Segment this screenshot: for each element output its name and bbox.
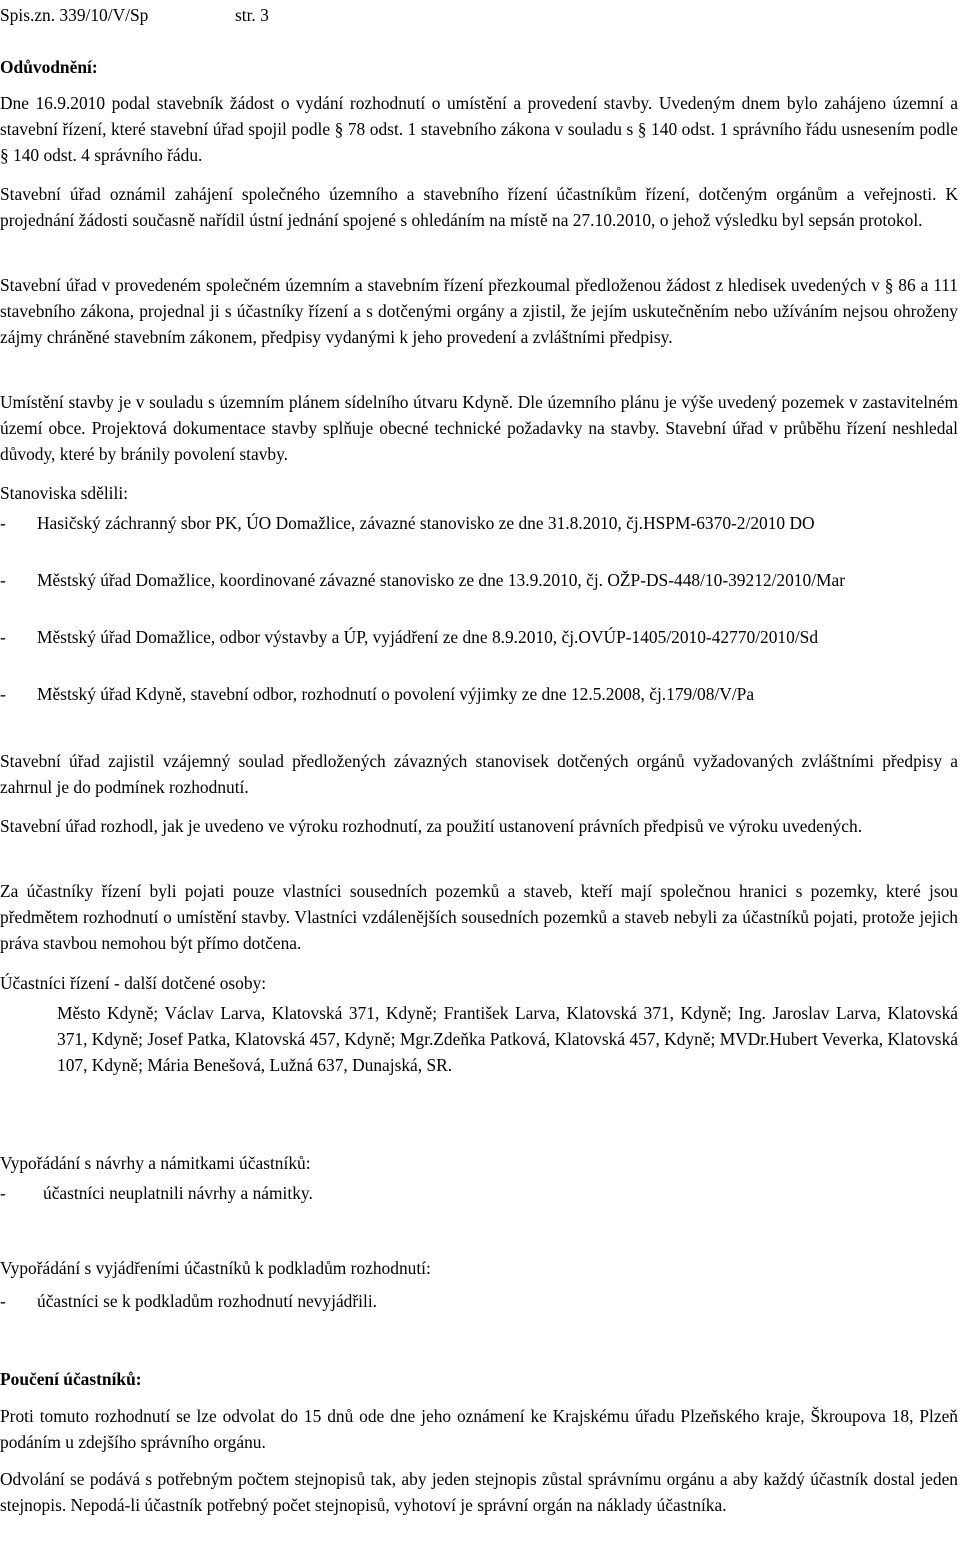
list-item-text: Městský úřad Kdyně, stavební odbor, rozhodnutí o povolení výjimky ze dne 12.5.2008, čj.179/08/V/Pa xyxy=(37,684,755,704)
stanoviska-heading: Stanoviska sdělili: xyxy=(0,483,129,503)
list-item-text: účastníci se k podkladům rozhodnutí nevyjádřili. xyxy=(37,1291,378,1311)
instruction-heading: Poučení účastníků: xyxy=(0,1369,142,1389)
list-dash: - xyxy=(0,570,6,590)
list-item-text: Hasičský záchranný sbor PK, ÚO Domažlice, závazné stanovisko ze dne 31.8.2010, čj.HSPM-6370-2/2010 DO xyxy=(37,513,815,533)
paragraph-review: Stavební úřad v provedeném společném územním a stavebním řízení přezkoumal předloženou žádost z hledisek uvedených v § 86 a 111 stavebního zákona, projednal ji s účastníky řízení a s dotčenými orgány a zjistil, že jejím uskutečněním nebo užíváním nejsou ohroženy zájmy chráněné stavebním zákonem, předpisy vydanými k jeho provedení a zvláštními předpisy. xyxy=(0,275,958,347)
page-header xyxy=(0,2,960,28)
list-dash: - xyxy=(0,1183,6,1203)
paragraph-appeal: Proti tomuto rozhodnutí se lze odvolat do 15 dnů ode dne jeho oznámení ke Krajskému úřadu Plzeňského kraje, Škroupova 18, Plzeň podáním u zdejšího správního orgánu. xyxy=(0,1406,958,1452)
list-dash: - xyxy=(0,1291,6,1311)
paragraph-notification: Stavební úřad oznámil zahájení společného územního a stavebního řízení účastníkům řízení, dotčeným orgánům a veřejnosti. K projednání žádosti současně nařídil ústní jednání spojené s ohledáním na místě na 27.10.2010, o jehož výsledku byl sepsán protokol. xyxy=(0,184,958,230)
paragraph-participants: Za účastníky řízení byli pojati pouze vlastníci sousedních pozemků a staveb, kteří mají společnou hranici s pozemky, které jsou předmětem rozhodnutí o umístění stavby. Vlastníci vzdálenějších sousedních pozemků a staveb nebyli za účastníků pojati, protože jejich práva stavbou nemohou být přímo dotčena. xyxy=(0,881,958,953)
page-number: str. 3 xyxy=(235,5,269,25)
paragraph-submission: Dne 16.9.2010 podal stavebník žádost o vydání rozhodnutí o umístění a provedení stavby. Uvedeným dnem bylo zahájeno územní a stavební řízení, které stavební úřad spojil podle § 78 odst. 1 stavebního zákona v souladu s § 140 odst. 1 správního řádu usnesením podle § 140 odst. 4 správního řádu. xyxy=(0,93,958,165)
file-reference: Spis.zn. 339/10/V/Sp xyxy=(0,5,149,25)
list-dash: - xyxy=(0,627,6,647)
list-dash: - xyxy=(0,513,6,533)
objections-heading: Vypořádání s návrhy a námitkami účastníků: xyxy=(0,1153,311,1173)
list-item-text: Městský úřad Domažlice, koordinované závazné stanovisko ze dne 13.9.2010, čj. OŽP-DS-448/10-39212/2010/Mar xyxy=(37,570,846,590)
justification-heading: Odůvodnění: xyxy=(0,57,98,77)
paragraph-zoning: Umístění stavby je v souladu s územním plánem sídelního útvaru Kdyně. Dle územního plánu je výše uvedený pozemek v zastavitelném území obce. Projektová dokumentace stavby splňuje obecné technické požadavky na stavby. Stavební úřad v průběhu řízení neshledal důvody, které by bránily povolení stavby. xyxy=(0,392,958,464)
list-item-text: účastníci neuplatnili návrhy a námitky. xyxy=(43,1183,313,1203)
statements-heading: Vypořádání s vyjádřeními účastníků k podkladům rozhodnutí: xyxy=(0,1258,431,1278)
paragraph-consistency: Stavební úřad zajistil vzájemný soulad předložených závazných stanovisek dotčených orgánů vyžadovaných zvláštními předpisy a zahrnul je do podmínek rozhodnutí. xyxy=(0,751,958,797)
persons-list: Město Kdyně; Václav Larva, Klatovská 371, Kdyně; František Larva, Klatovská 371, Kdyně; Ing. Jaroslav Larva, Klatovská 371, Kdyně; Josef Patka, Klatovská 457, Kdyně; Mgr.Zdeňka Patková, Klatovská 457, Kdyně; MVDr.Hubert Veverka, Klatovská 107, Kdyně; Mária Benešová, Lužná 637, Dunajská, SR. xyxy=(57,1003,958,1075)
paragraph-decision: Stavební úřad rozhodl, jak je uvedeno ve výroku rozhodnutí, za použití ustanovení právních předpisů ve výroku uvedených. xyxy=(0,816,863,836)
paragraph-copies: Odvolání se podává s potřebným počtem stejnopisů tak, aby jeden stejnopis zůstal správnímu orgánu a aby každý účastník dostal jeden stejnopis. Nepodá-li účastník potřebný počet stejnopisů, vyhotoví je správní orgán na náklady účastníka. xyxy=(0,1469,958,1515)
list-item-text: Městský úřad Domažlice, odbor výstavby a ÚP, vyjádření ze dne 8.9.2010, čj.OVÚP-1405/2010-42770/2010/Sd xyxy=(37,627,819,647)
persons-heading: Účastníci řízení - další dotčené osoby: xyxy=(0,973,267,993)
list-dash: - xyxy=(0,684,6,704)
